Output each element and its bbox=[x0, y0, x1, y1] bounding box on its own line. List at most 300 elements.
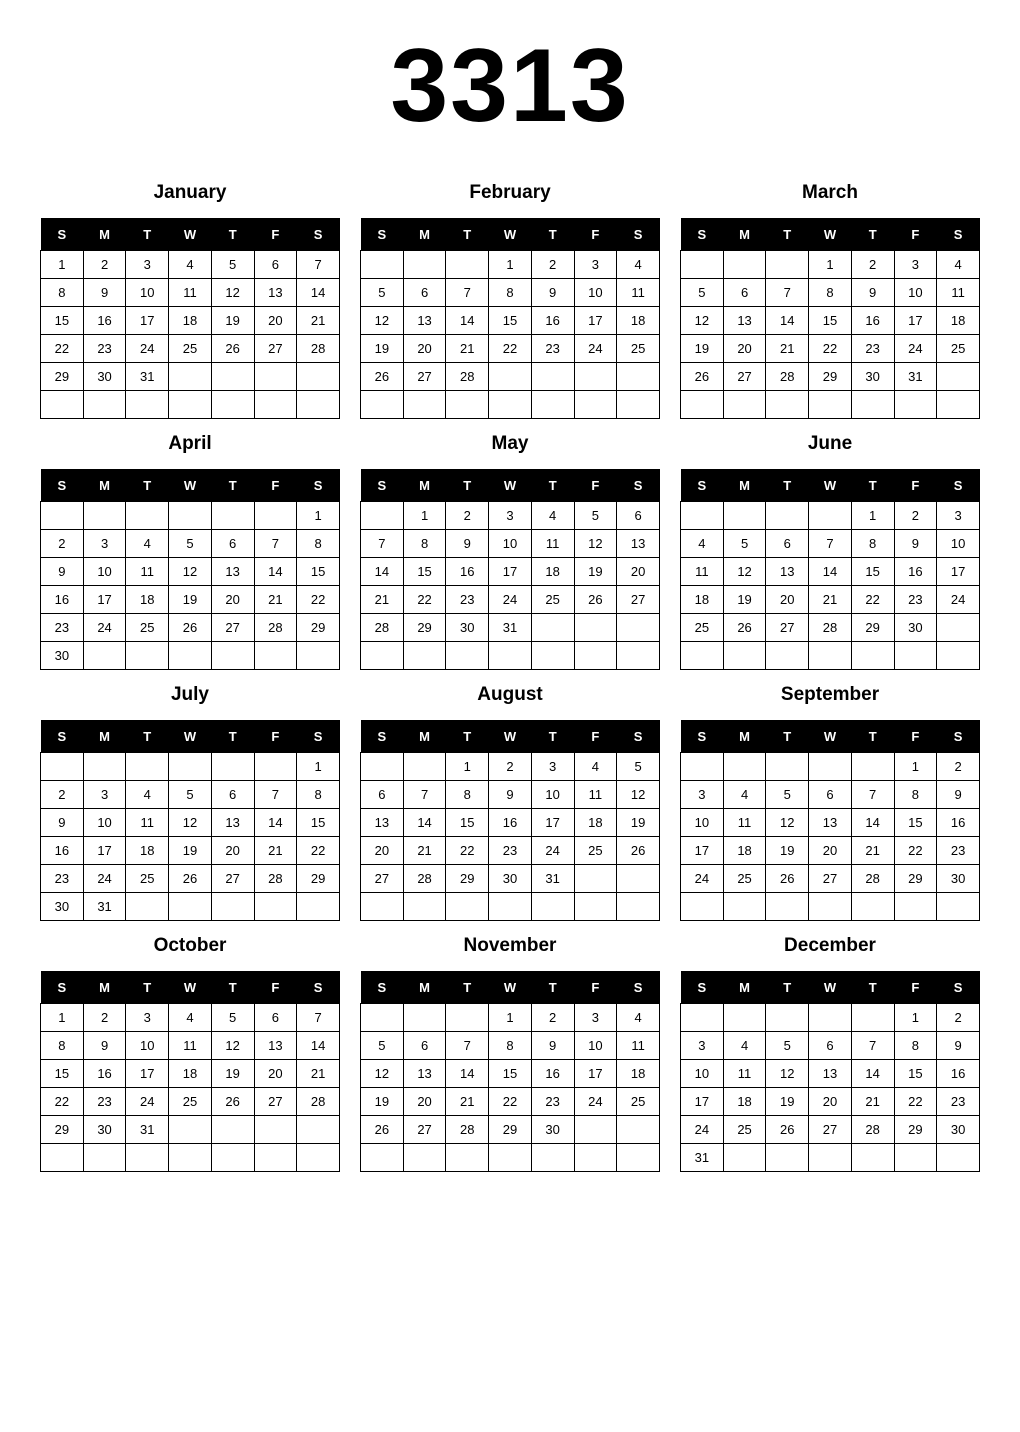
day-cell[interactable]: 20 bbox=[809, 1088, 852, 1116]
day-cell[interactable]: 29 bbox=[894, 1116, 937, 1144]
day-cell[interactable]: 2 bbox=[83, 1004, 126, 1032]
day-cell[interactable]: 20 bbox=[403, 1088, 446, 1116]
day-cell[interactable]: 29 bbox=[489, 1116, 532, 1144]
day-cell[interactable]: 28 bbox=[297, 335, 340, 363]
day-cell[interactable]: 26 bbox=[361, 363, 404, 391]
day-cell[interactable]: 5 bbox=[681, 279, 724, 307]
day-cell[interactable]: 1 bbox=[41, 1004, 84, 1032]
day-cell[interactable]: 5 bbox=[169, 781, 212, 809]
day-cell[interactable]: 12 bbox=[723, 558, 766, 586]
day-cell[interactable]: 1 bbox=[894, 753, 937, 781]
day-cell[interactable]: 28 bbox=[809, 614, 852, 642]
day-cell[interactable]: 26 bbox=[766, 865, 809, 893]
day-cell[interactable]: 13 bbox=[403, 1060, 446, 1088]
day-cell[interactable]: 6 bbox=[403, 279, 446, 307]
day-cell[interactable]: 30 bbox=[937, 865, 980, 893]
day-cell[interactable]: 4 bbox=[617, 251, 660, 279]
day-cell[interactable]: 22 bbox=[894, 1088, 937, 1116]
day-cell[interactable]: 2 bbox=[41, 781, 84, 809]
day-cell[interactable]: 9 bbox=[531, 279, 574, 307]
day-cell[interactable]: 6 bbox=[361, 781, 404, 809]
day-cell[interactable]: 6 bbox=[766, 530, 809, 558]
day-cell[interactable]: 12 bbox=[169, 809, 212, 837]
day-cell[interactable]: 10 bbox=[681, 809, 724, 837]
day-cell[interactable]: 12 bbox=[617, 781, 660, 809]
day-cell[interactable]: 10 bbox=[937, 530, 980, 558]
day-cell[interactable]: 18 bbox=[617, 307, 660, 335]
day-cell[interactable]: 7 bbox=[254, 781, 297, 809]
day-cell[interactable]: 25 bbox=[574, 837, 617, 865]
day-cell[interactable]: 22 bbox=[446, 837, 489, 865]
day-cell[interactable]: 9 bbox=[531, 1032, 574, 1060]
day-cell[interactable]: 3 bbox=[83, 530, 126, 558]
day-cell[interactable]: 10 bbox=[83, 809, 126, 837]
day-cell[interactable]: 5 bbox=[361, 1032, 404, 1060]
day-cell[interactable]: 5 bbox=[361, 279, 404, 307]
day-cell[interactable]: 7 bbox=[361, 530, 404, 558]
day-cell[interactable]: 28 bbox=[446, 1116, 489, 1144]
day-cell[interactable]: 27 bbox=[766, 614, 809, 642]
day-cell[interactable]: 12 bbox=[211, 1032, 254, 1060]
day-cell[interactable]: 12 bbox=[574, 530, 617, 558]
day-cell[interactable]: 16 bbox=[937, 1060, 980, 1088]
day-cell[interactable]: 19 bbox=[766, 1088, 809, 1116]
day-cell[interactable]: 6 bbox=[403, 1032, 446, 1060]
day-cell[interactable]: 2 bbox=[894, 502, 937, 530]
day-cell[interactable]: 29 bbox=[297, 865, 340, 893]
day-cell[interactable]: 4 bbox=[723, 781, 766, 809]
day-cell[interactable]: 19 bbox=[169, 837, 212, 865]
day-cell[interactable]: 19 bbox=[361, 335, 404, 363]
day-cell[interactable]: 7 bbox=[851, 1032, 894, 1060]
day-cell[interactable]: 20 bbox=[211, 837, 254, 865]
day-cell[interactable]: 2 bbox=[937, 753, 980, 781]
day-cell[interactable]: 15 bbox=[809, 307, 852, 335]
day-cell[interactable]: 7 bbox=[297, 251, 340, 279]
day-cell[interactable]: 12 bbox=[681, 307, 724, 335]
day-cell[interactable]: 26 bbox=[211, 1088, 254, 1116]
day-cell[interactable]: 30 bbox=[41, 642, 84, 670]
day-cell[interactable]: 14 bbox=[851, 1060, 894, 1088]
day-cell[interactable]: 15 bbox=[894, 1060, 937, 1088]
day-cell[interactable]: 17 bbox=[126, 307, 169, 335]
day-cell[interactable]: 30 bbox=[83, 363, 126, 391]
day-cell[interactable]: 13 bbox=[254, 1032, 297, 1060]
day-cell[interactable]: 9 bbox=[894, 530, 937, 558]
day-cell[interactable]: 1 bbox=[851, 502, 894, 530]
day-cell[interactable]: 19 bbox=[681, 335, 724, 363]
day-cell[interactable]: 2 bbox=[531, 251, 574, 279]
day-cell[interactable]: 19 bbox=[574, 558, 617, 586]
day-cell[interactable]: 30 bbox=[489, 865, 532, 893]
day-cell[interactable]: 23 bbox=[41, 865, 84, 893]
day-cell[interactable]: 8 bbox=[403, 530, 446, 558]
day-cell[interactable]: 23 bbox=[937, 1088, 980, 1116]
day-cell[interactable]: 22 bbox=[489, 335, 532, 363]
day-cell[interactable]: 22 bbox=[894, 837, 937, 865]
day-cell[interactable]: 7 bbox=[851, 781, 894, 809]
day-cell[interactable]: 3 bbox=[681, 781, 724, 809]
day-cell[interactable]: 14 bbox=[254, 809, 297, 837]
day-cell[interactable]: 16 bbox=[531, 1060, 574, 1088]
day-cell[interactable]: 20 bbox=[723, 335, 766, 363]
day-cell[interactable]: 23 bbox=[531, 1088, 574, 1116]
day-cell[interactable]: 11 bbox=[126, 809, 169, 837]
day-cell[interactable]: 14 bbox=[361, 558, 404, 586]
day-cell[interactable]: 4 bbox=[169, 251, 212, 279]
day-cell[interactable]: 9 bbox=[937, 1032, 980, 1060]
day-cell[interactable]: 2 bbox=[937, 1004, 980, 1032]
day-cell[interactable]: 28 bbox=[254, 865, 297, 893]
day-cell[interactable]: 4 bbox=[574, 753, 617, 781]
day-cell[interactable]: 20 bbox=[254, 1060, 297, 1088]
day-cell[interactable]: 26 bbox=[723, 614, 766, 642]
day-cell[interactable]: 31 bbox=[681, 1144, 724, 1172]
day-cell[interactable]: 22 bbox=[403, 586, 446, 614]
day-cell[interactable]: 16 bbox=[894, 558, 937, 586]
day-cell[interactable]: 30 bbox=[83, 1116, 126, 1144]
day-cell[interactable]: 22 bbox=[41, 1088, 84, 1116]
day-cell[interactable]: 21 bbox=[446, 1088, 489, 1116]
day-cell[interactable]: 27 bbox=[254, 1088, 297, 1116]
day-cell[interactable]: 12 bbox=[169, 558, 212, 586]
day-cell[interactable]: 14 bbox=[851, 809, 894, 837]
day-cell[interactable]: 14 bbox=[254, 558, 297, 586]
day-cell[interactable]: 7 bbox=[446, 1032, 489, 1060]
day-cell[interactable]: 20 bbox=[766, 586, 809, 614]
day-cell[interactable]: 17 bbox=[531, 809, 574, 837]
day-cell[interactable]: 12 bbox=[766, 809, 809, 837]
day-cell[interactable]: 29 bbox=[403, 614, 446, 642]
day-cell[interactable]: 23 bbox=[894, 586, 937, 614]
day-cell[interactable]: 11 bbox=[937, 279, 980, 307]
day-cell[interactable]: 2 bbox=[531, 1004, 574, 1032]
day-cell[interactable]: 18 bbox=[574, 809, 617, 837]
day-cell[interactable]: 8 bbox=[297, 781, 340, 809]
day-cell[interactable]: 5 bbox=[766, 781, 809, 809]
day-cell[interactable]: 22 bbox=[489, 1088, 532, 1116]
day-cell[interactable]: 24 bbox=[531, 837, 574, 865]
day-cell[interactable]: 4 bbox=[681, 530, 724, 558]
day-cell[interactable]: 26 bbox=[617, 837, 660, 865]
day-cell[interactable]: 9 bbox=[489, 781, 532, 809]
day-cell[interactable]: 1 bbox=[489, 1004, 532, 1032]
day-cell[interactable]: 29 bbox=[41, 363, 84, 391]
day-cell[interactable]: 5 bbox=[766, 1032, 809, 1060]
day-cell[interactable]: 7 bbox=[403, 781, 446, 809]
day-cell[interactable]: 8 bbox=[297, 530, 340, 558]
day-cell[interactable]: 15 bbox=[297, 558, 340, 586]
day-cell[interactable]: 22 bbox=[297, 837, 340, 865]
day-cell[interactable]: 17 bbox=[681, 1088, 724, 1116]
day-cell[interactable]: 4 bbox=[723, 1032, 766, 1060]
day-cell[interactable]: 1 bbox=[894, 1004, 937, 1032]
day-cell[interactable]: 13 bbox=[361, 809, 404, 837]
day-cell[interactable]: 23 bbox=[41, 614, 84, 642]
day-cell[interactable]: 3 bbox=[574, 251, 617, 279]
day-cell[interactable]: 9 bbox=[851, 279, 894, 307]
day-cell[interactable]: 23 bbox=[83, 1088, 126, 1116]
day-cell[interactable]: 26 bbox=[361, 1116, 404, 1144]
day-cell[interactable]: 4 bbox=[531, 502, 574, 530]
day-cell[interactable]: 2 bbox=[83, 251, 126, 279]
day-cell[interactable]: 28 bbox=[446, 363, 489, 391]
day-cell[interactable]: 16 bbox=[937, 809, 980, 837]
day-cell[interactable]: 1 bbox=[297, 502, 340, 530]
day-cell[interactable]: 16 bbox=[83, 307, 126, 335]
day-cell[interactable]: 7 bbox=[297, 1004, 340, 1032]
day-cell[interactable]: 18 bbox=[617, 1060, 660, 1088]
day-cell[interactable]: 14 bbox=[766, 307, 809, 335]
day-cell[interactable]: 16 bbox=[489, 809, 532, 837]
day-cell[interactable]: 6 bbox=[254, 251, 297, 279]
day-cell[interactable]: 3 bbox=[83, 781, 126, 809]
day-cell[interactable]: 25 bbox=[723, 1116, 766, 1144]
day-cell[interactable]: 1 bbox=[41, 251, 84, 279]
day-cell[interactable]: 20 bbox=[254, 307, 297, 335]
day-cell[interactable]: 11 bbox=[723, 809, 766, 837]
day-cell[interactable]: 19 bbox=[169, 586, 212, 614]
day-cell[interactable]: 18 bbox=[126, 837, 169, 865]
day-cell[interactable]: 17 bbox=[83, 837, 126, 865]
day-cell[interactable]: 24 bbox=[83, 614, 126, 642]
day-cell[interactable]: 18 bbox=[126, 586, 169, 614]
day-cell[interactable]: 31 bbox=[894, 363, 937, 391]
day-cell[interactable]: 20 bbox=[403, 335, 446, 363]
day-cell[interactable]: 24 bbox=[126, 335, 169, 363]
day-cell[interactable]: 19 bbox=[617, 809, 660, 837]
day-cell[interactable]: 11 bbox=[169, 1032, 212, 1060]
day-cell[interactable]: 23 bbox=[446, 586, 489, 614]
day-cell[interactable]: 5 bbox=[211, 251, 254, 279]
day-cell[interactable]: 25 bbox=[169, 1088, 212, 1116]
day-cell[interactable]: 19 bbox=[211, 1060, 254, 1088]
day-cell[interactable]: 25 bbox=[531, 586, 574, 614]
day-cell[interactable]: 27 bbox=[809, 865, 852, 893]
day-cell[interactable]: 27 bbox=[403, 1116, 446, 1144]
day-cell[interactable]: 24 bbox=[489, 586, 532, 614]
day-cell[interactable]: 7 bbox=[809, 530, 852, 558]
day-cell[interactable]: 14 bbox=[446, 1060, 489, 1088]
day-cell[interactable]: 29 bbox=[809, 363, 852, 391]
day-cell[interactable]: 10 bbox=[894, 279, 937, 307]
day-cell[interactable]: 1 bbox=[297, 753, 340, 781]
day-cell[interactable]: 19 bbox=[211, 307, 254, 335]
day-cell[interactable]: 16 bbox=[446, 558, 489, 586]
day-cell[interactable]: 20 bbox=[809, 837, 852, 865]
day-cell[interactable]: 9 bbox=[41, 558, 84, 586]
day-cell[interactable]: 28 bbox=[766, 363, 809, 391]
day-cell[interactable]: 6 bbox=[211, 781, 254, 809]
day-cell[interactable]: 25 bbox=[617, 335, 660, 363]
day-cell[interactable]: 29 bbox=[894, 865, 937, 893]
day-cell[interactable]: 1 bbox=[403, 502, 446, 530]
day-cell[interactable]: 10 bbox=[531, 781, 574, 809]
day-cell[interactable]: 31 bbox=[489, 614, 532, 642]
day-cell[interactable]: 11 bbox=[681, 558, 724, 586]
day-cell[interactable]: 21 bbox=[403, 837, 446, 865]
day-cell[interactable]: 15 bbox=[489, 307, 532, 335]
day-cell[interactable]: 2 bbox=[41, 530, 84, 558]
day-cell[interactable]: 13 bbox=[254, 279, 297, 307]
day-cell[interactable]: 15 bbox=[297, 809, 340, 837]
day-cell[interactable]: 15 bbox=[41, 307, 84, 335]
day-cell[interactable]: 25 bbox=[723, 865, 766, 893]
day-cell[interactable]: 29 bbox=[41, 1116, 84, 1144]
day-cell[interactable]: 9 bbox=[446, 530, 489, 558]
day-cell[interactable]: 22 bbox=[297, 586, 340, 614]
day-cell[interactable]: 13 bbox=[403, 307, 446, 335]
day-cell[interactable]: 15 bbox=[403, 558, 446, 586]
day-cell[interactable]: 8 bbox=[851, 530, 894, 558]
day-cell[interactable]: 11 bbox=[126, 558, 169, 586]
day-cell[interactable]: 10 bbox=[681, 1060, 724, 1088]
day-cell[interactable]: 23 bbox=[489, 837, 532, 865]
day-cell[interactable]: 20 bbox=[211, 586, 254, 614]
day-cell[interactable]: 22 bbox=[851, 586, 894, 614]
day-cell[interactable]: 20 bbox=[617, 558, 660, 586]
day-cell[interactable]: 11 bbox=[723, 1060, 766, 1088]
day-cell[interactable]: 31 bbox=[83, 893, 126, 921]
day-cell[interactable]: 21 bbox=[851, 837, 894, 865]
day-cell[interactable]: 18 bbox=[723, 1088, 766, 1116]
day-cell[interactable]: 4 bbox=[937, 251, 980, 279]
day-cell[interactable]: 17 bbox=[489, 558, 532, 586]
day-cell[interactable]: 5 bbox=[169, 530, 212, 558]
day-cell[interactable]: 10 bbox=[126, 279, 169, 307]
day-cell[interactable]: 27 bbox=[211, 865, 254, 893]
day-cell[interactable]: 17 bbox=[126, 1060, 169, 1088]
day-cell[interactable]: 24 bbox=[83, 865, 126, 893]
day-cell[interactable]: 21 bbox=[297, 307, 340, 335]
day-cell[interactable]: 11 bbox=[531, 530, 574, 558]
day-cell[interactable]: 15 bbox=[489, 1060, 532, 1088]
day-cell[interactable]: 2 bbox=[489, 753, 532, 781]
day-cell[interactable]: 25 bbox=[617, 1088, 660, 1116]
day-cell[interactable]: 2 bbox=[446, 502, 489, 530]
day-cell[interactable]: 16 bbox=[531, 307, 574, 335]
day-cell[interactable]: 30 bbox=[937, 1116, 980, 1144]
day-cell[interactable]: 13 bbox=[809, 809, 852, 837]
day-cell[interactable]: 21 bbox=[851, 1088, 894, 1116]
day-cell[interactable]: 3 bbox=[126, 1004, 169, 1032]
day-cell[interactable]: 21 bbox=[446, 335, 489, 363]
day-cell[interactable]: 18 bbox=[681, 586, 724, 614]
day-cell[interactable]: 26 bbox=[211, 335, 254, 363]
day-cell[interactable]: 26 bbox=[169, 865, 212, 893]
day-cell[interactable]: 2 bbox=[851, 251, 894, 279]
day-cell[interactable]: 18 bbox=[723, 837, 766, 865]
day-cell[interactable]: 4 bbox=[126, 781, 169, 809]
day-cell[interactable]: 13 bbox=[723, 307, 766, 335]
day-cell[interactable]: 19 bbox=[361, 1088, 404, 1116]
day-cell[interactable]: 10 bbox=[574, 1032, 617, 1060]
day-cell[interactable]: 3 bbox=[894, 251, 937, 279]
day-cell[interactable]: 15 bbox=[851, 558, 894, 586]
day-cell[interactable]: 11 bbox=[617, 279, 660, 307]
day-cell[interactable]: 19 bbox=[723, 586, 766, 614]
day-cell[interactable]: 26 bbox=[169, 614, 212, 642]
day-cell[interactable]: 14 bbox=[403, 809, 446, 837]
day-cell[interactable]: 6 bbox=[617, 502, 660, 530]
day-cell[interactable]: 17 bbox=[681, 837, 724, 865]
day-cell[interactable]: 1 bbox=[446, 753, 489, 781]
day-cell[interactable]: 27 bbox=[211, 614, 254, 642]
day-cell[interactable]: 24 bbox=[574, 1088, 617, 1116]
day-cell[interactable]: 17 bbox=[83, 586, 126, 614]
day-cell[interactable]: 5 bbox=[211, 1004, 254, 1032]
day-cell[interactable]: 17 bbox=[894, 307, 937, 335]
day-cell[interactable]: 27 bbox=[617, 586, 660, 614]
day-cell[interactable]: 3 bbox=[126, 251, 169, 279]
day-cell[interactable]: 26 bbox=[766, 1116, 809, 1144]
day-cell[interactable]: 25 bbox=[169, 335, 212, 363]
day-cell[interactable]: 5 bbox=[574, 502, 617, 530]
day-cell[interactable]: 27 bbox=[254, 335, 297, 363]
day-cell[interactable]: 4 bbox=[617, 1004, 660, 1032]
day-cell[interactable]: 14 bbox=[297, 279, 340, 307]
day-cell[interactable]: 10 bbox=[126, 1032, 169, 1060]
day-cell[interactable]: 14 bbox=[809, 558, 852, 586]
day-cell[interactable]: 30 bbox=[446, 614, 489, 642]
day-cell[interactable]: 8 bbox=[894, 1032, 937, 1060]
day-cell[interactable]: 8 bbox=[41, 1032, 84, 1060]
day-cell[interactable]: 3 bbox=[531, 753, 574, 781]
day-cell[interactable]: 27 bbox=[403, 363, 446, 391]
day-cell[interactable]: 3 bbox=[489, 502, 532, 530]
day-cell[interactable]: 26 bbox=[574, 586, 617, 614]
day-cell[interactable]: 1 bbox=[489, 251, 532, 279]
day-cell[interactable]: 12 bbox=[361, 307, 404, 335]
day-cell[interactable]: 19 bbox=[766, 837, 809, 865]
day-cell[interactable]: 5 bbox=[617, 753, 660, 781]
day-cell[interactable]: 6 bbox=[723, 279, 766, 307]
day-cell[interactable]: 31 bbox=[126, 1116, 169, 1144]
day-cell[interactable]: 28 bbox=[403, 865, 446, 893]
day-cell[interactable]: 8 bbox=[446, 781, 489, 809]
day-cell[interactable]: 8 bbox=[489, 279, 532, 307]
day-cell[interactable]: 30 bbox=[851, 363, 894, 391]
day-cell[interactable]: 8 bbox=[809, 279, 852, 307]
day-cell[interactable]: 30 bbox=[41, 893, 84, 921]
day-cell[interactable]: 6 bbox=[809, 1032, 852, 1060]
day-cell[interactable]: 23 bbox=[937, 837, 980, 865]
day-cell[interactable]: 24 bbox=[574, 335, 617, 363]
day-cell[interactable]: 17 bbox=[937, 558, 980, 586]
day-cell[interactable]: 6 bbox=[211, 530, 254, 558]
day-cell[interactable]: 15 bbox=[894, 809, 937, 837]
day-cell[interactable]: 28 bbox=[254, 614, 297, 642]
day-cell[interactable]: 27 bbox=[361, 865, 404, 893]
day-cell[interactable]: 17 bbox=[574, 1060, 617, 1088]
day-cell[interactable]: 23 bbox=[83, 335, 126, 363]
day-cell[interactable]: 15 bbox=[446, 809, 489, 837]
day-cell[interactable]: 13 bbox=[617, 530, 660, 558]
day-cell[interactable]: 25 bbox=[937, 335, 980, 363]
day-cell[interactable]: 21 bbox=[254, 586, 297, 614]
day-cell[interactable]: 18 bbox=[169, 1060, 212, 1088]
day-cell[interactable]: 23 bbox=[531, 335, 574, 363]
day-cell[interactable]: 25 bbox=[126, 865, 169, 893]
day-cell[interactable]: 8 bbox=[489, 1032, 532, 1060]
day-cell[interactable]: 22 bbox=[809, 335, 852, 363]
day-cell[interactable]: 13 bbox=[809, 1060, 852, 1088]
day-cell[interactable]: 7 bbox=[446, 279, 489, 307]
day-cell[interactable]: 16 bbox=[851, 307, 894, 335]
day-cell[interactable]: 22 bbox=[41, 335, 84, 363]
day-cell[interactable]: 16 bbox=[41, 586, 84, 614]
day-cell[interactable]: 4 bbox=[169, 1004, 212, 1032]
